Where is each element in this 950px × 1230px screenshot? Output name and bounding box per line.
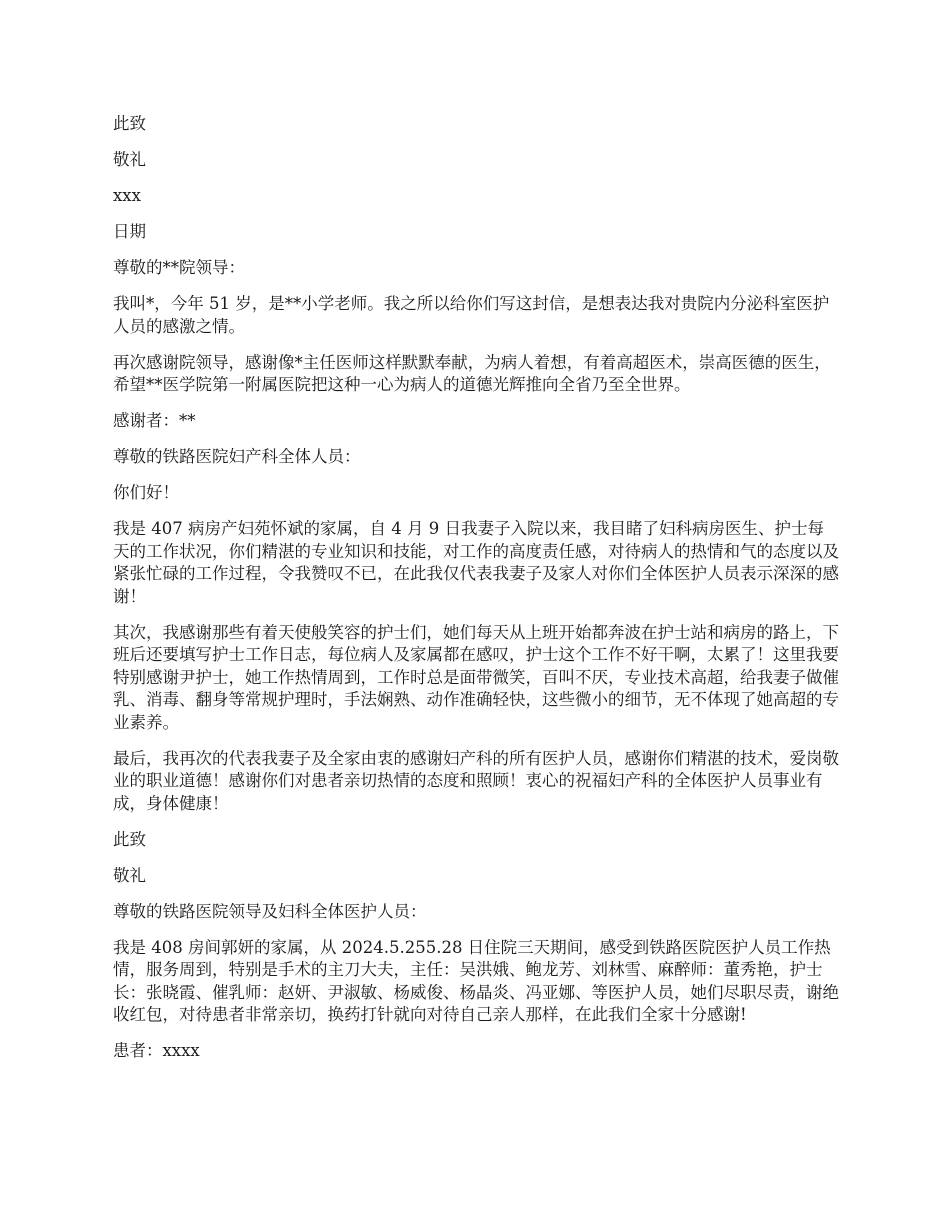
letter-paragraph: 我是 408 房间郭妍的家属，从 2024.5.255.28 日住院三天期间，感受到铁路医院医护人员工作热情，服务周到，特别是手术的主刀大夫，主任：吴洪娥、鲍龙芳、刘林雪、麻醉师：董秀艳，护士长：张晓霞、催乳师：赵妍、尹淑敏、杨威俊、杨晶炎、冯亚娜、等医护人员，她们尽职尽责，谢绝收红包，对待患者非常亲切，换药打针就向对待自己亲人那样，在此我们全家十分感谢! xyxy=(113,937,839,1024)
letter-salutation: 尊敬的铁路医院妇产科全体人员： xyxy=(113,447,361,466)
greeting-line: 你们好！ xyxy=(113,483,179,502)
letter-paragraph: 我叫*，今年 51 岁，是**小学老师。我之所以给你们写这封信，是想表达我对贵院内分泌科室医护人员的感激之情。 xyxy=(113,294,830,336)
letter-paragraph: 再次感谢院领导，感谢像*主任医师这样默默奉献，为病人着想，有着高超医术，崇高医德的医生，希望**医学院第一附属医院把这种一心为病人的道德光辉推向全省乃至全世界。 xyxy=(113,352,831,394)
date-line: 日期 xyxy=(113,222,146,241)
closing-line: 此致 xyxy=(113,114,146,133)
salute-line: 敬礼 xyxy=(113,150,146,169)
letter-salutation: 尊敬的**院领导： xyxy=(113,258,245,277)
letter-signature: 感谢者：** xyxy=(113,411,196,430)
salute-line: 敬礼 xyxy=(113,865,146,885)
letter-paragraph: 其次，我感谢那些有着天使般笑容的护士们，她们每天从上班开始都奔波在护士站和病房的路上，下班后还要填写护士工作日志，每位病人及家属都在感叹，护士这个工作不好干啊，太累了！这里我要特别感谢尹护士，她工作热情周到，工作时总是面带微笑，百叫不厌，专业技术高超，给我妻子做催乳、消毒、翻身等常规护理时，手法娴熟、动作准确轻快，这些微小的细节，无不体现了她高超的专业素养。 xyxy=(113,622,839,732)
letter-salutation: 尊敬的铁路医院领导及妇科全体医护人员： xyxy=(113,901,427,921)
document-page xyxy=(113,113,839,1076)
letter-paragraph: 最后，我再次的代表我妻子及全家由衷的感谢妇产科的所有医护人员，感谢你们精湛的技术，爱岗敬业的职业道德！感谢你们对患者亲切热情的态度和照顾！衷心的祝福妇产科的全体医护人员事业有成，身体健康！ xyxy=(113,748,839,813)
closing-line: 此致 xyxy=(113,829,146,849)
letter-signature: 患者：xxxx xyxy=(113,1041,200,1060)
letter-paragraph: 我是 407 病房产妇苑怀斌的家属，自 4 月 9 日我妻子入院以来，我目睹了妇科病房医生、护士每天的工作状况，你们精湛的专业知识和技能，对工作的高度责任感，对待病人的热情和气的态度以及紧张忙碌的工作过程，令我赞叹不已，在此我仅代表我妻子及家人对你们全体医护人员表示深深的感谢！ xyxy=(113,519,839,606)
signature-name: xxx xyxy=(113,186,141,205)
